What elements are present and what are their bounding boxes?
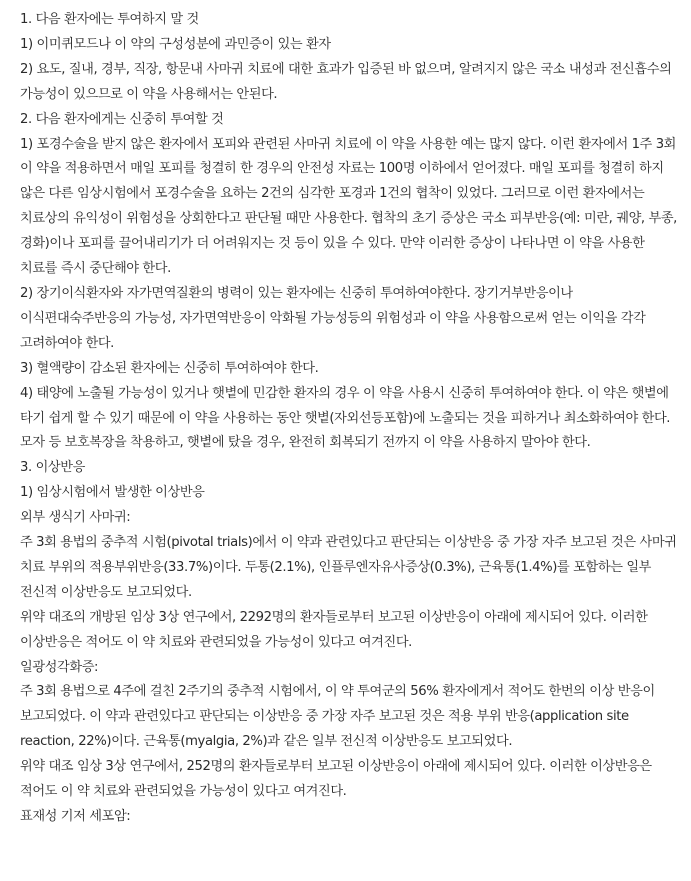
section-1-item-2: 2) 요도, 질내, 경부, 직장, 항문내 사마귀 치료에 대한 효과가 입증된 바 없으며, 알려지지 않은 국소 내성과 전신흡수의 가능성이 있으므로 이 약을 사용해서는 안된다. — [20, 61, 672, 102]
section-2-heading: 2. 다음 환자에게는 신중히 투여할 것 — [20, 111, 224, 127]
section-1-item-1: 1) 이미퀴모드나 이 약의 구성성분에 과민증이 있는 환자 — [20, 36, 331, 52]
section-2-item-2: 2) 장기이식환자와 자가면역질환의 병력이 있는 환자에는 신중히 투여하여야한다. 장기거부반응이나 이식편대숙주반응의 가능성, 자가면역반응이 악화될 가능성등의 위험성과 이 약을 사용함으로써 얻는 이익을 각각 고려하여야 한다. — [20, 285, 646, 351]
section-2-item-3: 3) 혈액량이 감소된 환자에는 신중히 투여하여야 한다. — [20, 360, 319, 376]
warts-phase3-paragraph: 위약 대조의 개방된 임상 3상 연구에서, 2292명의 환자들로부터 보고된 이상반응이 아래에 제시되어 있다. 이러한 이상반응은 적어도 이 약 치료와 관련되었을 가능성이 있다고 여겨진다. — [20, 609, 648, 650]
subheading-superficial-bcc: 표재성 기저 세포암: — [20, 809, 131, 824]
subheading-actinic-keratosis: 일광성각화증: — [20, 659, 99, 675]
document-body — [20, 8, 685, 830]
section-1-heading: 1. 다음 환자에는 투여하지 말 것 — [20, 12, 199, 27]
subheading-external-genital-warts: 외부 생식기 사마귀: — [20, 510, 131, 526]
ak-phase3-paragraph: 위약 대조 임상 3상 연구에서, 252명의 환자들로부터 보고된 이상반응이 아래에 제시되어 있다. 이러한 이상반응은 적어도 이 약 치료와 관련되었을 가능성이 있다고 여겨진다. — [20, 759, 652, 800]
section-3-heading: 3. 이상반응 — [20, 460, 85, 476]
section-2-item-4: 4) 태양에 노출될 가능성이 있거나 햇볕에 민감한 환자의 경우 이 약을 사용시 신중히 투여하여야 한다. 이 약은 햇볕에 타기 쉽게 할 수 있기 때문에 이 약을 사용하는 동안 햇볕(자외선등포함)에 노출되는 것을 피하거나 최소화하여야 한다. 모자 등 보호복장을 착용하고, 햇볕에 탔을 경우, 완전히 회복되기 전까지 이 약을 사용하지 말아야 한다. — [20, 385, 671, 451]
ak-pivotal-trials-paragraph: 주 3회 용법으로 4주에 걸친 2주기의 중추적 시험에서, 이 약 투여군의 56% 환자에게서 적어도 한번의 이상 반응이 보고되었다. 이 약과 관련있다고 판단되는 이상반응 중 가장 자주 보고된 것은 적용 부위 반응(application site reaction, 22%)이다. 근육통(myalgia, 2%)과 같은 일부 전신적 이상반응도 보고되었다. — [20, 684, 655, 750]
warts-pivotal-trials-paragraph: 주 3회 용법의 중추적 시험(pivotal trials)에서 이 약과 관련있다고 판단되는 이상반응 중 가장 자주 보고된 것은 사마귀 치료 부위의 적용부위반응(33.7%)이다. 두통(2.1%), 인플루엔자유사증상(0.3%), 근육통(1.4%)를 포함하는 일부 전신적 이상반응도 보고되었다. — [20, 535, 677, 600]
section-3-item-1: 1) 임상시험에서 발생한 이상반응 — [20, 485, 205, 501]
section-2-item-1: 1) 포경수술을 받지 않은 환자에서 포피와 관련된 사마귀 치료에 이 약을 사용한 예는 많지 않다. 이런 환자에서 1주 3회 이 약을 적용하면서 매일 포피를 청결히 한 경우의 안전성 자료는 100명 이하에서 얻어졌다. 매일 포피를 청결히 하지 않은 다른 임상시험에서 포경수술을 요하는 2건의 심각한 포경과 1건의 협착이 있었다. 그러므로 이런 환자에서는 치료상의 유익성이 위험성을 상회한다고 판단될 때만 사용한다. 협착의 초기 증상은 국소 피부반응(예: 미란, 궤양, 부종, 경화)이나 포피를 끌어내리기가 더 어려워지는 것 등이 있을 수 있다. 만약 이러한 증상이 나타나면 이 약을 사용한 치료를 즉시 중단해야 한다. — [20, 136, 677, 277]
